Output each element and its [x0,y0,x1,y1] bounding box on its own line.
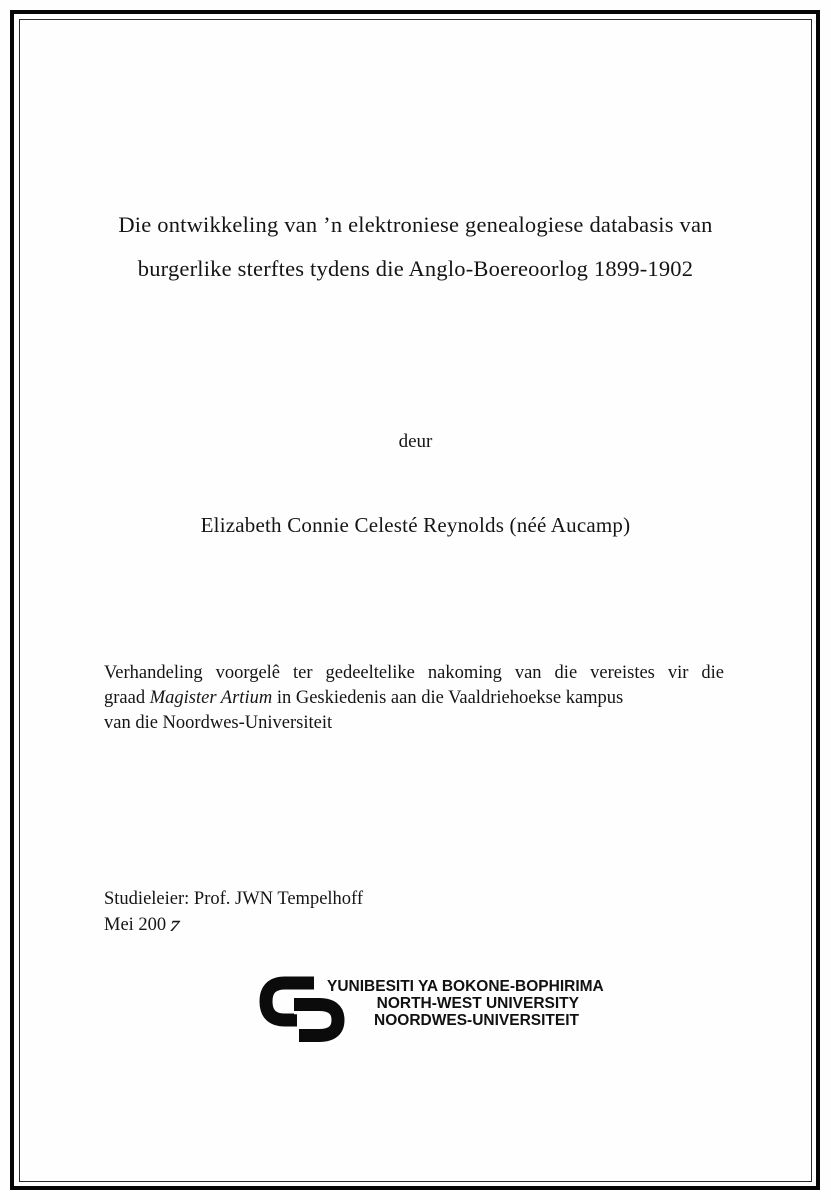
supervisor-line: Studieleier: Prof. JWN Tempelhoff [104,889,364,909]
supervisor-block [104,886,363,938]
thesis-title [60,203,771,291]
degree-statement-line3: van die Noordwes-Universiteit [104,713,333,733]
date-stylized-seven: 7 [167,918,182,936]
degree-statement-line2 [104,686,724,711]
thesis-title-line2: burgerlike sterftes tydens die Anglo-Boereoorlog 1899-1902 [137,256,694,281]
university-logo-text [327,978,604,1029]
degree-statement [104,661,724,736]
logo-line-english: NORTH-WEST UNIVERSITY [376,995,579,1012]
degree-name-italic: Magister Artium [149,688,273,708]
logo-line-afrikaans: NOORDWES-UNIVERSITEIT [374,1012,579,1029]
logo-line-setswana: YUNIBESITI YA BOKONE-BOPHIRIMA [327,978,604,995]
university-logo [259,976,604,1044]
degree-statement-line2-prefix: graad [104,688,150,708]
thesis-title-line1: Die ontwikkeling van ’n elektroniese genealogiese databasis van [118,212,713,237]
byline-label: deur [398,431,433,452]
author-name: Elizabeth Connie Celesté Reynolds (néé Aucamp) [200,513,631,537]
degree-statement-line2-suffix: in Geskiedenis aan die Vaaldriehoekse kampus [272,688,624,708]
date-prefix: Mei 200 [104,915,167,935]
date-line [104,912,363,938]
degree-statement-line1: Verhandeling voorgelê ter gedeeltelike nakoming van die vereistes vir die [104,663,724,683]
